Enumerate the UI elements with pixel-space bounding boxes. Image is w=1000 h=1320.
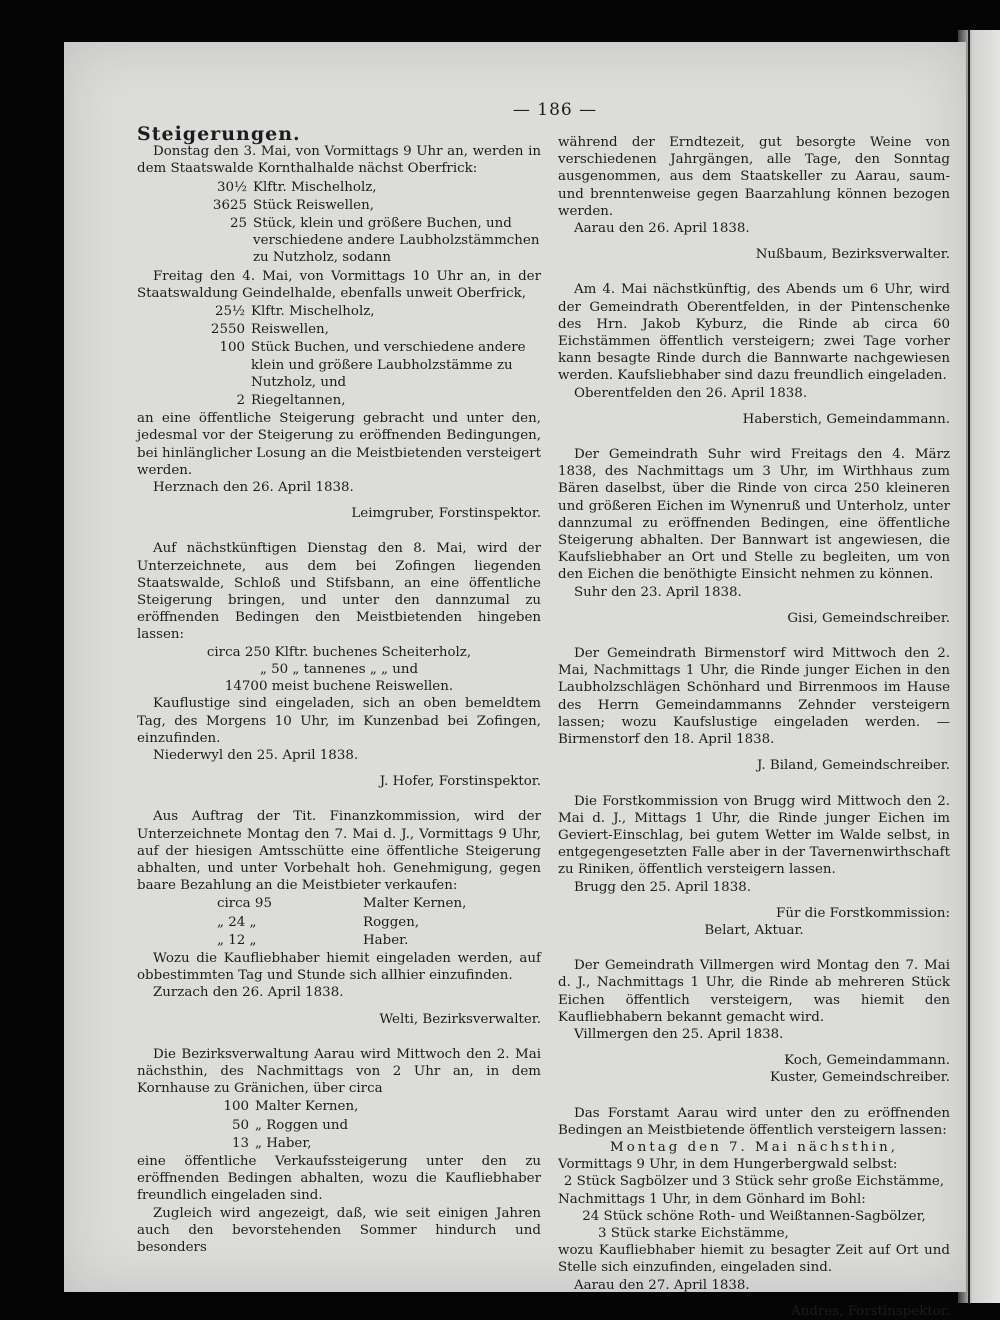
list-item: 25 Stück, klein und größere Buchen, und verschiedene andere Laubholzstämmchen zu Nutzholz, sodann	[229, 216, 540, 266]
notice-4-items	[137, 1098, 541, 1152]
notice-9-place-date: Brugg den 25. April 1838.	[574, 879, 751, 895]
list-item: 2550 Reiswellen,	[210, 322, 329, 338]
notice-11-line-1: Montag den 7. Mai nächsthin,	[609, 1139, 898, 1155]
notice-11-text: Das Forstamt Aarau wird unter den zu eröffnenden Bedingen an Meistbietende öffentlich versteigern lassen:	[558, 1105, 950, 1138]
notice-10-place-date: Villmergen den 25. April 1838.	[574, 1026, 784, 1042]
notice-4-text-3: Zugleich wird angezeigt, daß, wie seit einigen Jahren auch den bevorstehenden Sommer hindurch und besonders	[137, 1205, 541, 1255]
notice-11-place-date: Aarau den 27. April 1838.	[574, 1277, 750, 1293]
notice-6-text: Am 4. Mai nächstkünftig, des Abends um 6 Uhr, wird der Gemeindrath Oberentfelden, in der Pintenschenke des Hrn. Jakob Kyburz, die Rinde ab circa 60 Eichstämmen öffentlich versteigern; zwei Tage vorher kann besagte Rinde durch die Bannwarte nachgewiesen werden. Kaufsliebhaber sind dazu freundlich eingeladen.	[558, 282, 950, 384]
notice-1-text-2: Freitag den 4. Mai, von Vormittags 10 Uhr an, in der Staatswaldung Geindelhalde, ebenfalls unweit Oberfrick,	[137, 268, 541, 301]
list-item: 3625 Stück Reiswellen,	[212, 197, 374, 213]
notice-3-text: Aus Auftrag der Tit. Finanzkommission, wird der Unterzeichnete Montag den 7. Mai d. J., Vormittags 9 Uhr, auf der hiesigen Amtsschütte eine öffentliche Steigerung abhalten, und unter Vorbehalt hoh. Genehmigung, gegen baare Bezahlung an die Meistbieter verkaufen:	[137, 809, 541, 894]
list-item: „ 12 „ Haber.	[217, 932, 409, 948]
list-item: 25½ Klftr. Mischelholz,	[214, 304, 375, 320]
notice-2-signature: J. Hofer, Forstinspektor.	[379, 774, 541, 790]
notice-11-line-2: Vormittags 9 Uhr, in dem Hungerbergwald selbst:	[558, 1157, 898, 1173]
notice-8-signature: J. Biland, Gemeindschreiber.	[757, 758, 950, 774]
list-item: 100 Malter Kernen,	[223, 1099, 359, 1115]
notice-5-place-date: Aarau den 26. April 1838.	[574, 221, 750, 237]
notice-1-items-2	[137, 303, 541, 409]
list-item: 13 „ Haber,	[231, 1135, 312, 1151]
notice-2-line-1: circa 250 Klftr. buchenes Scheiterholz,	[206, 644, 472, 660]
notice-2-text-2: Kauflustige sind eingeladen, sich an oben bemeldtem Tag, des Morgens 10 Uhr, im Kunzenbad bei Zofingen, einzufinden.	[137, 696, 541, 746]
notice-7-signature: Gisi, Gemeindschreiber.	[787, 610, 950, 626]
notice-3-place-date: Zurzach den 26. April 1838.	[153, 985, 344, 1001]
list-item: 100 Stück Buchen, und verschiedene andere klein und größere Laubholzstämme zu Nutzholz, und	[219, 340, 526, 390]
notice-7-text: Der Gemeindrath Suhr wird Freitags den 4. März 1838, des Nachmittags um 3 Uhr, im Wirthhaus zum Bären daselbst, über die Rinde von circa 250 kleineren und größeren Eichen im Wynenruß und Unterholz, unter dannzumal zu eröffnenden Bedingen, eine öffentliche Steigerung abhalten. Der Bannwart ist angewiesen, die Kaufsliebhaber an Ort und Stelle zu begleiten, um von den Eichen die benöthigte Einsicht nehmen zu können.	[558, 447, 950, 583]
right-column	[558, 134, 950, 1320]
binding-edge	[968, 30, 970, 1303]
notice-2-line-2: „ 50 „ tannenes „ „ und	[259, 661, 419, 677]
list-item: 50 „ Roggen und	[231, 1117, 349, 1133]
notice-1-items-1	[137, 179, 541, 267]
notice-5-signature: Nußbaum, Bezirksverwalter.	[755, 247, 950, 263]
notice-1-text: Donstag den 3. Mai, von Vormittags 9 Uhr an, werden in dem Staatswalde Kornthalhalde nächst Oberfrick:	[137, 144, 541, 177]
notice-4-text-2: eine öffentliche Verkaufssteigerung unter den zu eröffnenden Bedingen abhalten, wozu die Kaufliebhaber freundlich eingeladen sind.	[137, 1153, 541, 1204]
notice-5-text: während der Erndtezeit, gut besorgte Weine von verschiedenen Jahrgängen, alle Tage, den Sonntag ausgenommen, aus dem Staatskeller zu Aarau, saum- und brenntenweise gegen Baarzahlung können bezogen werden.	[558, 135, 950, 219]
notice-7-place-date: Suhr den 23. April 1838.	[574, 584, 742, 600]
left-column	[137, 123, 541, 1256]
notice-10-signature-2: Kuster, Gemeindschreiber.	[770, 1070, 950, 1086]
list-item: circa 95 Malter Kernen,	[217, 896, 467, 912]
notice-2-place-date: Niederwyl den 25. April 1838.	[153, 747, 359, 763]
notice-4-text: Die Bezirksverwaltung Aarau wird Mittwoch den 2. Mai nächsthin, des Nachmittags von 2 Uhr an, in dem Kornhause zu Gränichen, über circa	[137, 1046, 541, 1097]
list-item: 30½ Klftr. Mischelholz,	[216, 179, 377, 195]
list-item: „ 24 „ Roggen,	[217, 914, 420, 930]
section-title: Steigerungen.	[137, 123, 301, 145]
notice-9-text: Die Forstkommission von Brugg wird Mittwoch den 2. Mai d. J., Mittags 1 Uhr, die Rinde junger Eichen im Geviert-Einschlag, bei gutem Wetter im Walde selbst, in entgegengesetzten Falle aber in der Tavernenwirthschaft zu Riniken, öffentlich versteigern lassen.	[558, 793, 950, 878]
notice-10-signature-1: Koch, Gemeindammann.	[784, 1053, 950, 1069]
notice-9-signature-2: Belart, Aktuar.	[704, 922, 804, 938]
page-number: — 186 —	[512, 100, 598, 120]
notice-2-line-3: 14700 meist buchene Reiswellen.	[224, 679, 454, 695]
notice-3-signature: Welti, Bezirksverwalter.	[379, 1011, 541, 1027]
notice-8-text: Der Gemeindrath Birmenstorf wird Mittwoch den 2. Mai, Nachmittags 1 Uhr, die Rinde junger Eichen in den Laubholzschlägen Schönhard und Birrenmoos im Hause des Herrn Gemeindammanns Zehnder versteigern lassen; wozu Kaufslustige eingeladen werden. — Birmenstorf den 18. April 1838.	[558, 646, 950, 748]
notice-1-text-3: an eine öffentliche Steigerung gebracht und unter den, jedesmal vor der Steigerung zu eröffnenden Bedingungen, bei hinlänglicher Losung an die Meistbietenden versteigert werden.	[137, 411, 541, 478]
notice-6-signature: Haberstich, Gemeindammann.	[742, 411, 950, 427]
notice-11-line-3: 2 Stück Sagbölzer und 3 Stück sehr große Eichstämme,	[563, 1174, 945, 1190]
list-item: 2 Riegeltannen,	[236, 393, 346, 409]
notice-3-text-2: Wozu die Kaufliebhaber hiemit eingeladen werden, auf obbestimmten Tag und Stunde sich allhier einzufinden.	[137, 950, 541, 984]
notice-1-signature: Leimgruber, Forstinspektor.	[351, 506, 541, 522]
notice-11-text-2: wozu Kaufliebhaber hiemit zu besagter Zeit auf Ort und Stelle sich einzufinden, eingeladen sind.	[558, 1243, 950, 1276]
notice-11-line-4: Nachmittags 1 Uhr, in dem Gönhard im Bohl:	[558, 1191, 866, 1207]
notice-3-items	[137, 895, 541, 949]
notice-9-signature-1: Für die Forstkommission:	[776, 905, 950, 921]
notice-2-text: Auf nächstkünftigen Dienstag den 8. Mai, wird der Unterzeichnete, aus dem bei Zofingen liegenden Staatswalde, Schloß und Stifsbann, an eine öffentliche Steigerung bringen, und unter den dannzumal zu eröffnenden Bedingen den Meistbietenden hingeben lassen:	[137, 541, 541, 643]
notice-11-signature: Andres, Forstinspektor.	[791, 1303, 950, 1319]
notice-11-line-5: 24 Stück schöne Roth- und Weißtannen-Sagbölzer,	[582, 1208, 926, 1224]
notice-6-place-date: Oberentfelden den 26. April 1838.	[574, 385, 808, 401]
notice-10-text: Der Gemeindrath Villmergen wird Montag den 7. Mai d. J., Nachmittags 1 Uhr, die Rinde ab mehreren Stück Eichen öffentlich versteigern, was hiemit den Kaufliebhabern bekannt gemacht wird.	[558, 958, 950, 1025]
notice-11-line-6: 3 Stück starke Eichstämme,	[598, 1225, 789, 1241]
notice-1-place-date: Herznach den 26. April 1838.	[153, 480, 354, 496]
